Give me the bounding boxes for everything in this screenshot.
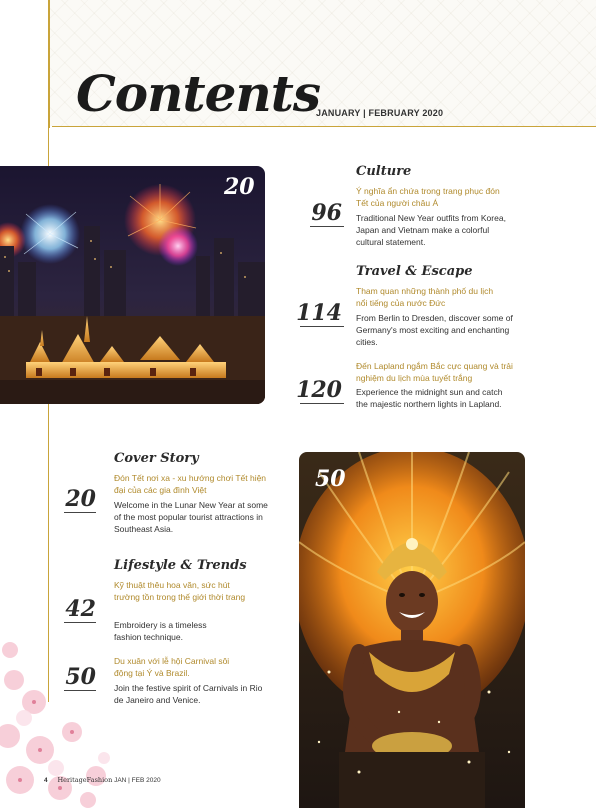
photo-page-number: 50 <box>315 466 346 492</box>
page-footer <box>44 776 161 784</box>
bangkok-fireworks-photo[interactable] <box>0 166 265 404</box>
section-heading-travel: Travel & Escape <box>356 264 473 279</box>
page-number[interactable]: 114 <box>296 300 342 326</box>
page-number[interactable]: 20 <box>65 486 96 512</box>
section-heading-lifestyle: Lifestyle & Trends <box>114 558 247 573</box>
carnival-dancer-illustration <box>299 452 525 808</box>
photo-page-number: 20 <box>224 174 255 200</box>
article-title-vi: Tham quan những thành phố du lịch nổi tiếng của nước Đức <box>356 286 494 308</box>
page-number-underline <box>64 512 96 513</box>
page-number-underline <box>310 226 344 227</box>
article-summary-en: Embroidery is a timeless fashion technique. <box>114 620 207 642</box>
footer-brand: HeritageFashion <box>57 776 113 784</box>
page-number-underline <box>64 622 96 623</box>
article-title-vi: Đón Tết nơi xa - xu hướng chơi Tết hiện đại của các gia đình Việt <box>114 473 267 495</box>
article-title-vi: Đến Lapland ngắm Bắc cực quang và trải nghiệm du lịch mùa tuyết trắng <box>356 361 513 383</box>
page-number[interactable]: 120 <box>296 377 342 403</box>
section-heading-culture: Culture <box>356 164 412 179</box>
article-title-vi: Du xuân với lễ hội Carnival sôi động tại Ý và Brazil. <box>114 656 230 678</box>
issue-date: JANUARY | FEBRUARY 2020 <box>316 108 444 118</box>
article-title-vi: Ý nghĩa ẩn chứa trong trang phục đón Tết của người châu Á <box>356 186 500 208</box>
gold-margin-line <box>48 128 49 168</box>
article-summary-en: Traditional New Year outfits from Korea, Japan and Vietnam make a colorful cultural statement. <box>356 213 506 247</box>
section-heading-cover-story: Cover Story <box>114 451 199 466</box>
page-number[interactable]: 42 <box>65 596 96 622</box>
page-number-underline <box>300 403 344 404</box>
page-number[interactable]: 50 <box>65 664 96 690</box>
page-title: Contents <box>76 64 321 123</box>
footer-issue: JAN | FEB 2020 <box>114 777 161 784</box>
header-divider <box>52 126 596 127</box>
article-summary-en: Welcome in the Lunar New Year at some of the most popular tourist attractions in Southeast Asia. <box>114 500 268 534</box>
article-title-vi: Kỹ thuật thêu hoa văn, sức hút trường tồn trong thế giới thời trang <box>114 580 246 602</box>
page-number[interactable]: 96 <box>311 200 342 226</box>
article-summary-en: From Berlin to Dresden, discover some of Germany's most exciting and enchanting cities. <box>356 313 513 347</box>
footer-page-number: 4 <box>44 777 48 784</box>
article-summary-en: Join the festive spirit of Carnivals in Rio de Janeiro and Venice. <box>114 683 263 705</box>
fireworks-palace-illustration <box>0 166 265 404</box>
gold-margin-line <box>48 0 50 128</box>
carnival-dancer-photo[interactable] <box>299 452 525 808</box>
page-number-underline <box>300 326 344 327</box>
article-summary-en: Experience the midnight sun and catch the majestic northern lights in Lapland. <box>356 387 503 409</box>
